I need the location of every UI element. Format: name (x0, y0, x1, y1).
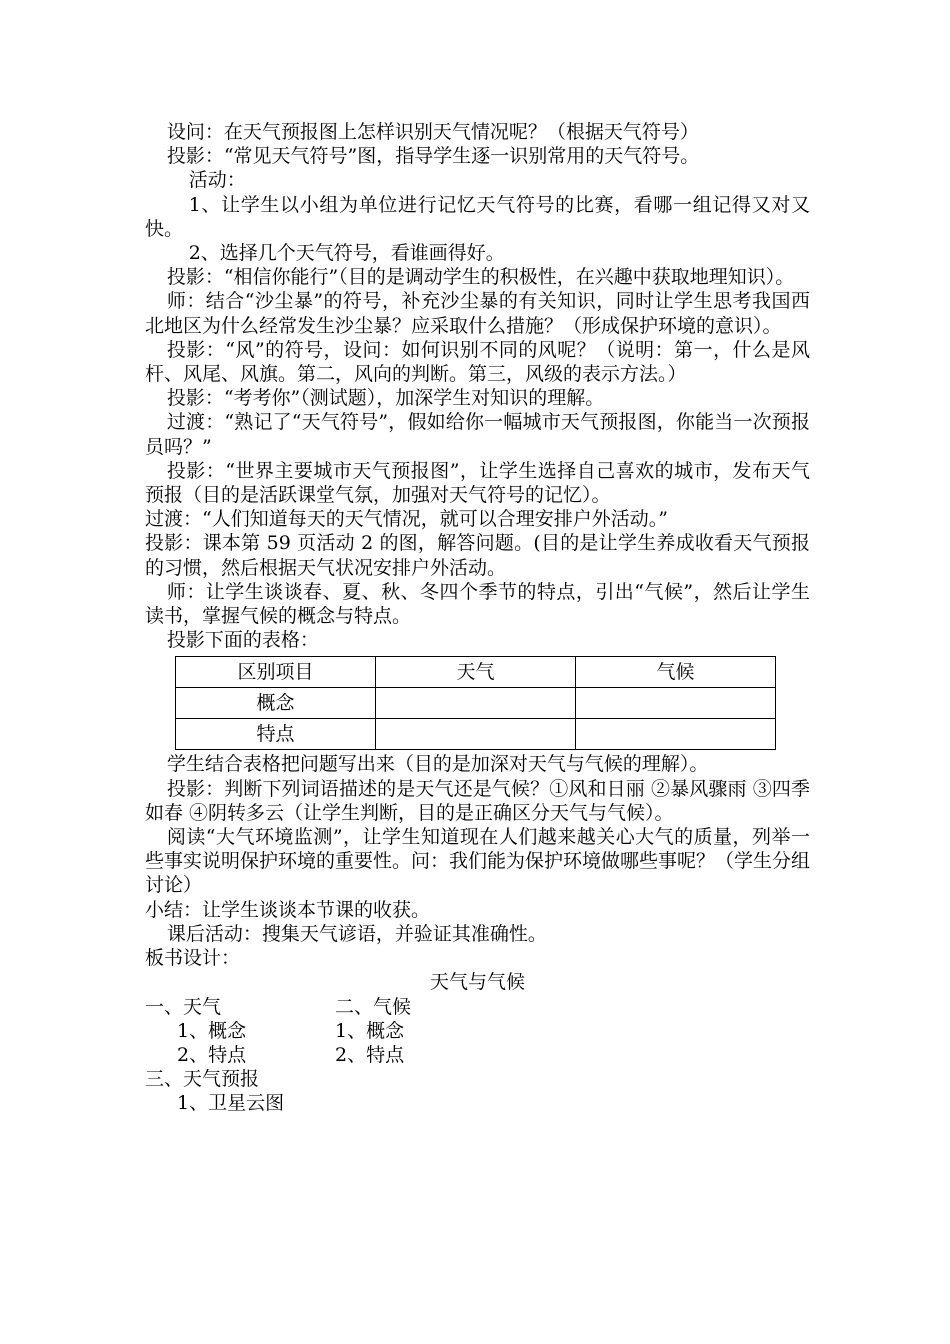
paragraph: 课后活动：搜集天气谚语，并验证其准确性。 (166, 922, 547, 945)
board-item: 2、特点 (335, 1043, 405, 1066)
board-item: 1、卫星云图 (177, 1092, 285, 1115)
paragraph: 投影：判断下列词语描述的是天气还是气候？①风和日丽 ②暴风骤雨 ③四季如春 ④阴转多云（让学生判断，目的是正确区分天气与气候）。 (145, 777, 810, 824)
comparison-table (175, 656, 776, 750)
paragraph: 阅读“大气环境监测”，让学生知道现在人们越来越关心大气的质量，列举一些事实说明保护环境的重要性。问：我们能为保护环境做哪些事呢？（学生分组讨论） (145, 826, 811, 897)
paragraph: 过渡：“人们知道每天的天气情况，就可以合理安排户外活动。” (145, 508, 668, 531)
board-section-weather: 一、天气 (145, 995, 222, 1018)
table-header-row (176, 657, 776, 688)
table-row (176, 688, 776, 719)
paragraph: 板书设计： (145, 947, 241, 970)
paragraph: 投影：“风”的符号，设问：如何识别不同的风呢？（说明：第一，什么是风杆、风尾、风旗。第二，风向的判断。第三，风级的表示方法。） (145, 338, 810, 386)
paragraph: 投影：“相信你能行”（目的是调动学生的积极性，在兴趣中获取地理知识）。 (166, 266, 795, 289)
board-row (145, 1019, 810, 1043)
table-header-cell: 天气 (376, 657, 576, 688)
board-item: 1、概念 (177, 1019, 247, 1042)
table-row (176, 719, 776, 750)
paragraph: 学生结合表格把问题写出来（目的是加深对天气与气候的理解）。 (166, 753, 709, 776)
document-body (145, 120, 810, 1116)
paragraph: 投影下面的表格： (166, 629, 319, 652)
paragraph: 投影：课本第 59 页活动 2 的图，解答问题。(目的是让学生养成收看天气预报的习惯，然后根据天气状况安排户外活动。 (145, 532, 810, 579)
table-cell (576, 688, 776, 719)
paragraph: 师：结合“沙尘暴”的符号，补充沙尘暴的有关知识，同时让学生思考我国西北地区为什么经常发生沙尘暴？应采取什么措施？（形成保护环境的意识）。 (145, 290, 810, 337)
paragraph: 师：让学生谈谈春、夏、秋、冬四个季节的特点，引出“气候”，然后让学生读书，掌握气候的概念与特点。 (145, 580, 810, 628)
table-cell: 特点 (176, 719, 376, 750)
paragraph: 过渡：“熟记了“天气符号”，假如给你一幅城市天气预报图，你能当一次预报员吗？” (145, 411, 810, 458)
table-cell (376, 719, 576, 750)
paragraph: 2、选择几个天气符号，看谁画得好。 (188, 242, 505, 265)
board-section-forecast: 三、天气预报 (145, 1068, 260, 1091)
paragraph: 投影：“世界主要城市天气预报图”，让学生选择自己喜欢的城市，发布天气预报（目的是活跃课堂气氛，加强对天气符号的记忆）。 (145, 459, 810, 507)
paragraph: 小结：让学生谈谈本节课的收获。 (145, 898, 431, 921)
board-title: 天气与气候 (429, 971, 525, 994)
paragraph: 活动： (188, 169, 246, 192)
table-header-cell: 气候 (576, 657, 776, 688)
paragraph: 投影：“考考你”（测试题），加深学生对知识的理解。 (166, 387, 605, 410)
board-section-climate: 二、气候 (335, 995, 412, 1018)
board-row (145, 995, 810, 1019)
paragraph: 1、让学生以小组为单位进行记忆天气符号的比赛，看哪一组记得又对又快。 (145, 193, 810, 240)
table-cell (576, 719, 776, 750)
paragraph: 设问：在天气预报图上怎样识别天气情况呢？（根据天气符号） (166, 121, 699, 143)
board-item: 2、特点 (177, 1043, 247, 1066)
board-item: 1、概念 (335, 1019, 405, 1042)
table-cell (376, 688, 576, 719)
paragraph: 投影：“常见天气符号”图，指导学生逐一识别常用的天气符号。 (166, 145, 700, 168)
board-row (145, 1043, 810, 1067)
table-cell: 概念 (176, 688, 376, 719)
table-header-cell: 区别项目 (176, 657, 376, 688)
